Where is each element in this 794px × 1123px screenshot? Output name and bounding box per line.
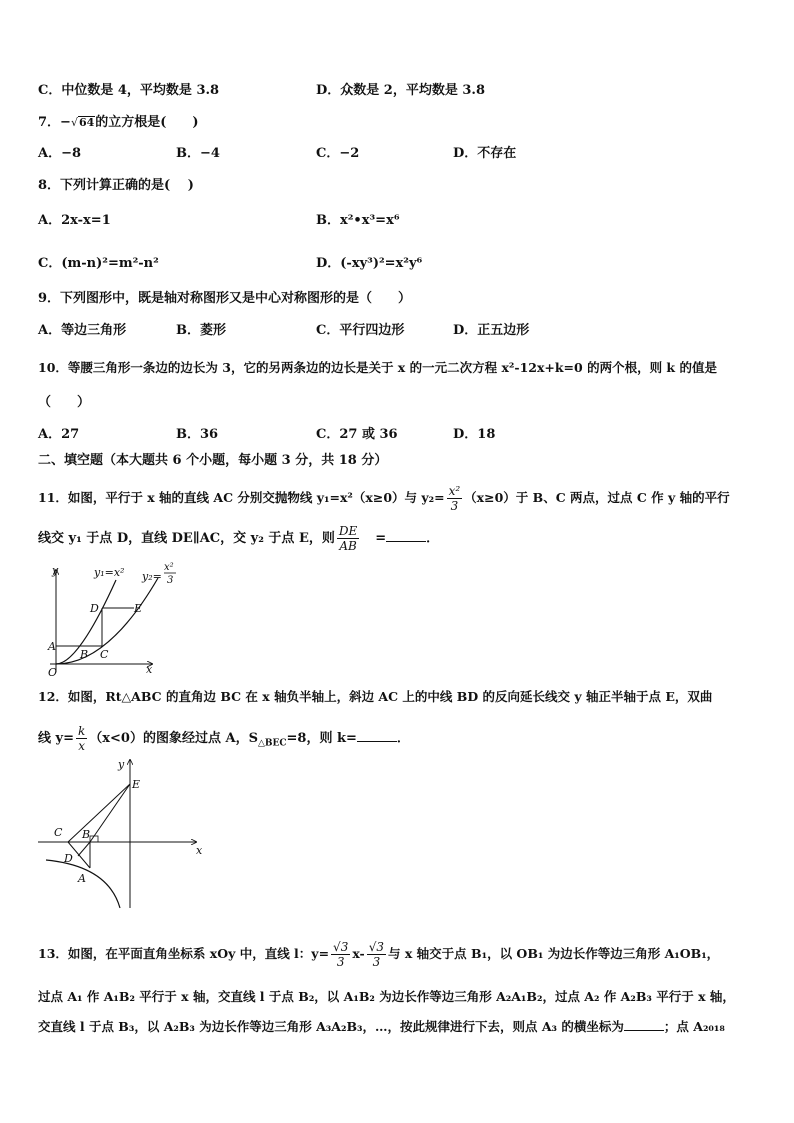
q11-line1-a: 11．如图，平行于 x 轴的直线 AC 分别交抛物线 y₁=x²（x≥0）与 y₂= (38, 490, 445, 505)
q10-option-b: B．36 (176, 427, 219, 442)
section-heading: 二、填空题（本大题共 6 个小题，每小题 3 分，共 18 分） (38, 453, 388, 468)
q10-option-c: C．27 或 36 (316, 427, 398, 442)
q9-stem: 9．下列图形中，既是轴对称图形又是中心对称图形的是（ ） (38, 291, 412, 306)
q12-label-e: E (132, 778, 141, 791)
q12-label-b: B (82, 828, 91, 841)
q12-line2 (38, 724, 410, 753)
q12-label-c: C (54, 826, 63, 839)
q13-frac-2-den: 3 (372, 955, 381, 969)
q12-line2-a: 线 y= (38, 731, 74, 746)
q12-frac-num: k (77, 724, 86, 738)
q11-label-y: y (52, 564, 59, 577)
q12-frac-den: x (78, 739, 86, 753)
q12-label-x: x (196, 844, 203, 857)
q11-period: ． (426, 531, 440, 546)
q9-option-d: D．正五边形 (453, 323, 530, 338)
q13-line2: 过点 A₁ 作 A₁B₂ 平行于 x 轴，交直线 l 于点 B₂，以 A₁B₂ 为边长作等边三角形 A₂A₁B₂，过点 A₂ 作 A₂B₃ 平行于 x 轴， (38, 989, 735, 1004)
q11-ratio (337, 524, 359, 553)
q7-radicand: 64 (78, 116, 95, 129)
q12-line-ce (68, 784, 130, 842)
q13-answer-blank[interactable] (624, 1018, 664, 1031)
q11-ratio-den: AB (339, 539, 357, 553)
q7-suffix: 的立方根是( ) (95, 115, 199, 130)
q7-option-c: C．−2 (316, 146, 360, 161)
q12-figure (38, 756, 208, 912)
q11-line1-b: （x≥0）于 B、C 两点，过点 C 作 y 轴的平行 (464, 490, 730, 505)
q8-option-c: C．(m-n)²=m²-n² (38, 256, 159, 271)
q13-line1-a: 13．如图，在平面直角坐标系 xOy 中，直线 l：y= (38, 946, 330, 961)
q13-line3-b: ；点 A₂₀₁₈ (663, 1019, 725, 1034)
q11-equals: = (375, 531, 387, 546)
q11-label-y1: y₁=x² (94, 566, 125, 579)
q13-frac-1 (331, 940, 350, 969)
q13-frac-2 (367, 940, 386, 969)
q11-frac-x2-over-3 (447, 484, 463, 513)
q12-label-y: y (118, 758, 125, 771)
q12-line2-c: =8，则 k= (286, 731, 357, 746)
q9-option-b: B．菱形 (176, 323, 226, 338)
q8-option-b: B．x²•x³=x⁶ (316, 213, 400, 228)
q13-line1-b: 与 x 轴交于点 B₁，以 OB₁ 为边长作等边三角形 A₁OB₁， (388, 946, 720, 961)
q11-label-e: E (134, 602, 143, 615)
q12-frac-k-over-x (76, 724, 87, 753)
q11-line1 (38, 484, 730, 513)
q11-frac-den: 3 (450, 499, 459, 513)
q12-line2-b: （x<0）的图象经过点 A，S (89, 731, 258, 746)
q10-option-d: D．18 (453, 427, 496, 442)
q11-label-y2: y₂= (142, 570, 162, 583)
q12-label-d: D (64, 852, 73, 865)
q11-label-y2-den: 3 (167, 575, 174, 586)
q12-period: ． (396, 731, 410, 746)
q11-figure (38, 560, 188, 680)
q9-option-c: C．平行四边形 (316, 323, 405, 338)
q7-prefix: 7．− (38, 115, 71, 130)
q13-frac-1-den: 3 (336, 955, 345, 969)
q11-label-y2-num: x² (164, 562, 174, 573)
q13-mid: x- (352, 946, 365, 961)
q12-answer-blank[interactable] (357, 729, 397, 742)
q13-frac-2-num: √3 (368, 940, 385, 954)
q10-paren: （ ） (38, 395, 91, 410)
q13-line3-a: 交直线 l 于点 B₃，以 A₂B₃ 为边长作等边三角形 A₃A₂B₃，…，按此规律进行下去，则点 A₃ 的横坐标为 (38, 1019, 624, 1034)
q11-answer-blank[interactable] (386, 529, 426, 542)
q11-label-x: x (146, 663, 153, 676)
q11-label-o: O (48, 666, 58, 679)
q11-line2-a: 线交 y₁ 于点 D，直线 DE∥AC，交 y₂ 于点 E，则 (38, 531, 335, 546)
q6-option-d: D．众数是 2，平均数是 3.8 (316, 83, 485, 98)
q10-option-a: A．27 (38, 427, 80, 442)
q6-option-c: C．中位数是 4，平均数是 3.8 (38, 83, 220, 98)
q7-option-b: B．−4 (176, 146, 220, 161)
q7-stem: 7．−√64的立方根是( ) (38, 115, 199, 130)
q13-line1 (38, 940, 719, 969)
q8-option-a: A．2x-x=1 (38, 213, 111, 228)
q13-line3 (38, 1018, 725, 1036)
q12-subscript: △BEC (257, 738, 287, 749)
q12-line-be (90, 784, 130, 842)
q11-line2 (38, 524, 439, 553)
q12-label-a: A (78, 872, 86, 885)
q7-option-a: A．−8 (38, 146, 82, 161)
q11-label-c: C (100, 648, 109, 661)
q11-label-d: D (90, 602, 99, 615)
q13-frac-1-num: √3 (333, 940, 349, 954)
q11-label-b: B (80, 648, 89, 661)
q12-line1: 12．如图，Rt△ABC 的直角边 BC 在 x 轴负半轴上，斜边 AC 上的中线 BD 的反向延长线交 y 轴正半轴于点 E，双曲 (38, 689, 713, 704)
q11-ratio-num: DE (338, 524, 358, 538)
q11-frac-num: x² (448, 484, 461, 498)
q8-option-d: D．(-xy³)²=x²y⁶ (316, 256, 423, 271)
q7-option-d: D．不存在 (453, 146, 517, 161)
q11-label-a: A (48, 640, 56, 653)
q10-stem: 10．等腰三角形一条边的边长为 3，它的另两条边的边长是关于 x 的一元二次方程 x²-12x+k=0 的两个根，则 k 的值是 (38, 360, 717, 375)
q9-option-a: A．等边三角形 (38, 323, 127, 338)
q12-line-bd (78, 842, 90, 856)
q8-stem: 8．下列计算正确的是( ) (38, 178, 194, 193)
